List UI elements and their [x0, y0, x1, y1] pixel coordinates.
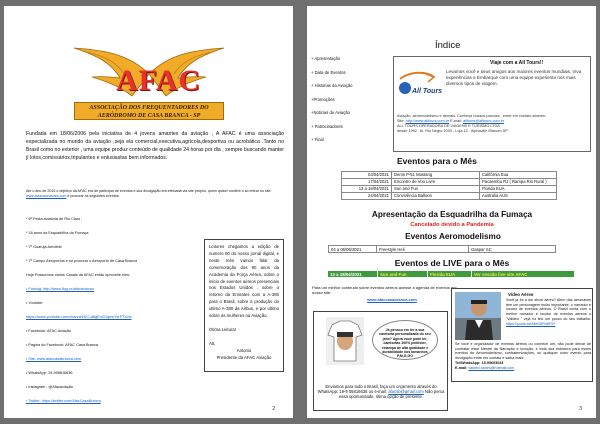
all-tours-logo [396, 69, 443, 103]
ad-paragraph: Levamos você e seus amigos aos maiores eventos mundiais. Viva experiências e Embarque com uma equipe experiente nos mais diversos tipos de viagem. [446, 69, 582, 86]
right-page [307, 6, 596, 418]
email-label: E-mail: [450, 118, 463, 123]
ad-contact [397, 114, 587, 134]
list-item: * 7º Campo Aeroportos e só procurar o Aeroporto de Casa Branca [26, 259, 138, 263]
list-item: * 7º Guarujá Aerofest [26, 245, 62, 249]
aero-place: Gaspar SC [469, 246, 556, 253]
table-row [342, 179, 557, 186]
letter-closing: Ótima Leitura! [209, 326, 236, 332]
live-info-text: Para um melhor conteúdo sobre eventos aéreos acesse a agenda de eventos em nosso site: [312, 285, 457, 295]
event-name: Dems P-51 Mustang [392, 172, 480, 179]
video-email-link[interactable]: valdeci.sanes@hotmail.com [468, 365, 515, 370]
toc-item[interactable]: + Patrocinadores [311, 123, 343, 129]
list-item: Hoje Possuímos vários Canais da AFAC então aproveite eles: [26, 273, 131, 277]
video-phone: Tel/WhatsApp: 15-99693033 [455, 360, 504, 365]
toc-item[interactable]: + Data de Eventos [311, 69, 346, 75]
toc-item[interactable]: +Noticias de Aviação [311, 110, 350, 115]
events-intro-tail: e procurar os seguintes eventos: [67, 194, 120, 198]
live-date: 13 a 18/04/2021 [328, 271, 378, 278]
index-title: Índice [435, 40, 461, 51]
video-contact [455, 342, 591, 370]
channels-list [26, 217, 196, 413]
list-item: * 16 anos da Esquadrilha da Fumaça [26, 231, 89, 235]
ad-contact-text: Aviação, aeromodelismo e demais. Conheça nossos pacotes , entre em contato através: [397, 114, 546, 118]
video-contact-text: Se você é organizador de eventos aéreos ou conhece um, não pode deixar de contratar esse Mestre da Narração e locução, e toda sua estrutura para esses eventos de Aeromodelismo, confraternizações, ou qualquer outro evento para divulgação entre em contato e saiba mais: [455, 342, 591, 361]
left-page [4, 6, 293, 418]
twitter-link[interactable]: • Twitter: https://twitter.com/AfacCasaBranca [26, 399, 101, 403]
promo-email-link[interactable]: afacsb@gmail.com [388, 389, 424, 394]
ad-title: Viaje com a All Tours!! [490, 60, 544, 66]
editor-letter [204, 239, 284, 372]
list-item: * 6º Festa aviatória de Rio Claro ; [26, 217, 83, 221]
event-name: Sun and Fun [392, 186, 480, 193]
promo-bubble: Já pensou em ter a sua camiseta personalizada do seu jeito? Agora você pode ter, camisetas 100% poliéster, estampa de alta qualidade e durabilidade nos tamanhos P,M,G,GG [372, 320, 438, 360]
events-intro-paragraph [26, 189, 284, 199]
aero-name: Freestyle Heli [377, 246, 469, 253]
aero-date: 04 a 06/06/2021 [329, 246, 377, 253]
event-date: 13 a 18/04/2021 [342, 186, 392, 193]
video-youtube-link[interactable]: https://youtu.be/MeD5R4ltF3Y [506, 321, 556, 326]
live-name: Sun and Fun [378, 271, 428, 278]
toc-item[interactable]: + Historias da Aviação [311, 83, 353, 88]
event-date: 03/04/2021 [342, 172, 392, 179]
table-row [342, 193, 557, 200]
ad-address: desde 1992 . Al. Rio Negro 1030 - Loja 12 - Alphaville /Barueri-SP [397, 128, 508, 133]
afac-site-link[interactable]: www.afaccasabranca.com [367, 297, 417, 302]
alltours-email-link[interactable]: alltours@alltours.com.br [463, 118, 505, 123]
fumaca-status: Cancelado devido a Pandemia [410, 222, 494, 228]
page-number: 3 [579, 406, 582, 412]
promo-text [317, 384, 445, 399]
aeromodelling-title: Eventos Aeromodelismo [405, 232, 501, 241]
fotolog-link[interactable]: • Fotolog: http://www.flog.cc/afacaviacao [26, 287, 95, 291]
live-note: Ver sessão live site AFAC [472, 271, 575, 278]
afac-logo-text: AFAC [116, 64, 202, 97]
event-place: Pacaembu RJ ( Rampa Rio Rural ) [480, 179, 557, 186]
event-date: 24/04/2021 [342, 193, 392, 200]
alltours-site-link[interactable]: http://www.alltours.com.br [405, 118, 450, 123]
live-place: Florida EUA [428, 271, 472, 278]
event-name: Encontro de Voo Livre [392, 179, 480, 186]
video-heading: Vídeo Aéreo [508, 292, 534, 297]
live-events-title: Eventos de LIVE para o Mês [394, 258, 510, 268]
toc-item[interactable]: + Final [311, 137, 324, 142]
events-intro-text: Ate o ano de 2015 o objetivo da AFAC era de participar de eventos e sua divulgação era efetuada via site próprio, quem quiser conferir o só entrar no site: [26, 189, 272, 193]
letter-signature-title: Presidente da AFAC Aviação [216, 354, 272, 360]
promo-text-2: Não perca essa oportunidade, ótima opção de presente. [338, 389, 445, 399]
event-name: Convivência Balloon [392, 193, 480, 200]
events-title: Eventos para o Mês [397, 156, 477, 166]
list-item: • WhatsApp: 19-998816636 [26, 371, 73, 375]
table-row [329, 246, 556, 253]
logo-lettering: All Tours [412, 88, 443, 95]
toc-item[interactable]: +Promoções [311, 96, 335, 102]
letter-att: Att, [209, 340, 216, 346]
event-place: Florida EUA [480, 186, 557, 193]
tshirt-promo [313, 311, 448, 411]
narrator-photo [455, 292, 501, 340]
page-number: 2 [272, 406, 275, 412]
list-item: • Instagram : @Afacaviação [26, 385, 73, 389]
intro-paragraph: Fundada em 18/06/2006 pela iniciativa de 4 jovens amantes da aviação , A AFAC é uma associação especializada no mundo da aviação ,seja ela comercial,executiva,agrícola,desportiva ou acrobática .Tanto no Brasil como no exterior , uma equipe produz conteúdo de qualidade 24 horas por dia , sempre buscando manter jí lotos,comissários,tripulantes e entusiastas bem informados. [26, 131, 284, 161]
letter-signature-name: Antonio [236, 347, 252, 353]
event-date: 17/04/2021 [342, 179, 392, 186]
table-row [328, 271, 575, 278]
video-email-label: E-mail: [455, 365, 468, 370]
aviation-site-link[interactable]: www.aviacaoeafcsbr.com [26, 194, 67, 198]
events-table [341, 171, 557, 200]
all-tours-ad [393, 56, 591, 152]
event-place: Califórnia Eua [480, 172, 557, 179]
list-item: • Facebook: AFAC Aviação [26, 329, 72, 333]
promo-text-1: Enviamos para todo o Brasil, faça um orçamento através do WhatsApp: 19-9 05816636 ou e-mail: [317, 384, 437, 394]
association-banner: ASSOCIAÇÃO DOS FREQUENTADORES DO AERÓDROMO DE CASA BRANCA - SP [74, 102, 224, 120]
event-place: Australia AUS [480, 193, 557, 200]
tshirt-mockup-image [326, 317, 364, 365]
table-row [342, 172, 557, 179]
site-label: Site: [397, 118, 405, 123]
video-aereo-box [451, 288, 593, 382]
fumaca-title: Apresentação da Esquadrilha da Fumaça [371, 210, 533, 219]
table-of-contents [311, 56, 391, 151]
live-events-table [327, 270, 575, 278]
youtube-link[interactable]: https://www.youtube.com/channel/UC-dBgEnZGqewYkrFTXvw [26, 315, 132, 319]
video-paragraph [506, 298, 591, 326]
ad-company: ALL TOURS OPERADORA DE VIAGENS E TURISMO LTDA [397, 123, 500, 128]
list-item: • Youtube: [26, 301, 44, 305]
site-link[interactable]: • Site: www.afaccasabranca.com [26, 357, 82, 361]
toc-item[interactable]: + Apresentação [311, 56, 341, 61]
letter-body: Leitores chegamos a edição de numero 80 do nosso jornal digital, e neste mês vamos falar da comemoração dos 80 anos da Academia da Força Aérea, sobre o início de eventos aéreos presenciais nos Estados Unidos , sobre o retorno da Emirates com a A-380 para o Brasil, sobre a produção do ultimo A-380 da Airbus, e por ultimo sobre as mulheres na Aviação. [209, 244, 279, 319]
table-row [342, 186, 557, 193]
list-item: • Pagina do Facebook: AFAC Casa Branca [26, 343, 99, 347]
aeromodelling-table [328, 245, 556, 253]
video-text: Você já foi a um show aéreo? Além das aeronaves tem um personagem muito importante, o narrador e locutor de eventos aéreos. O Brasil conta com o melhor narrador e locutor de eventos aéreos o "Valdeci " veja no link um pouco do seu trabalho: [506, 298, 591, 321]
live-info [312, 285, 462, 302]
